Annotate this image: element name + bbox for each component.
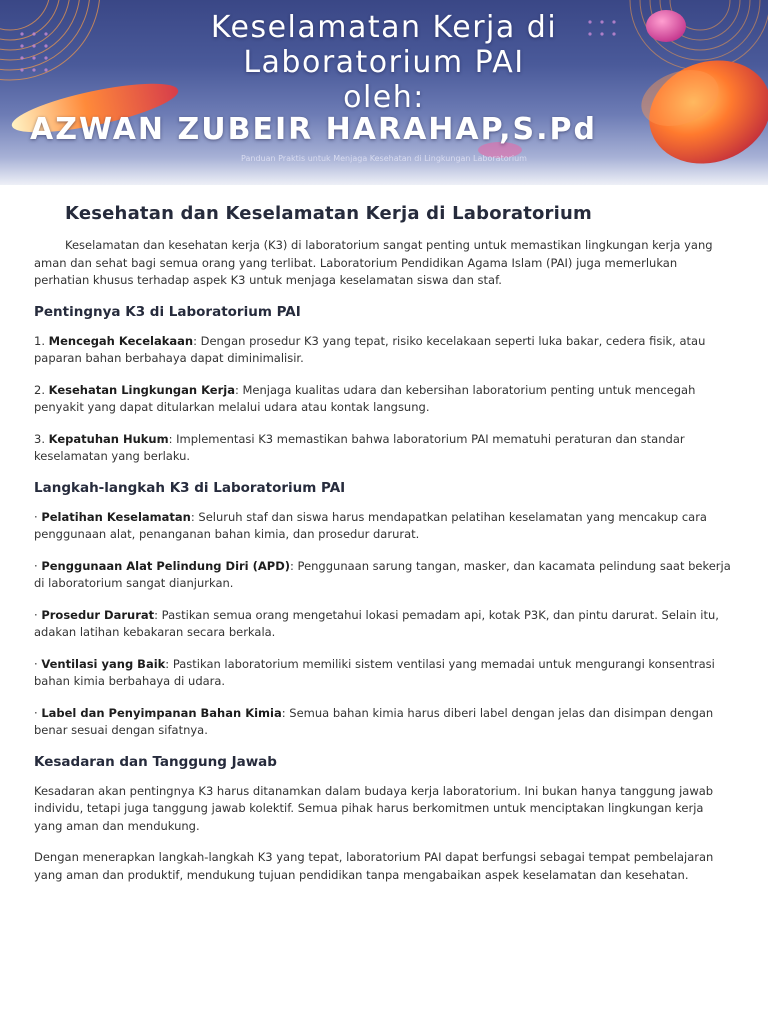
list-item: · Label dan Penyimpanan Bahan Kimia: Semua bahan kimia harus diberi label dengan jelas dan disimpan dengan benar sesuai dengan sifatnya. xyxy=(34,705,714,737)
title-line: Laboratorium PAI xyxy=(243,45,525,80)
banner-subtitle: Panduan Praktis untuk Menjaga Kesehatan di Lingkungan Laboratorium xyxy=(241,154,527,163)
section-heading: Pentingnya K3 di Laboratorium PAI xyxy=(34,303,301,320)
author-name: AZWAN ZUBEIR HARAHAP,S.Pd xyxy=(30,112,597,147)
document-body xyxy=(34,203,734,898)
list-item: · Pelatihan Keselamatan: Seluruh staf dan siswa harus mendapatkan pelatihan keselamatan yang mencakup cara penggunaan alat, penanganan bahan kimia, dan prosedur darurat. xyxy=(34,509,707,541)
intro-paragraph: Keselamatan dan kesehatan kerja (K3) di laboratorium sangat penting untuk memastikan lingkungan kerja yang aman dan sehat bagi semua orang yang terlibat. Laboratorium Pendidikan Agama Islam (PAI) juga memerlukan perhatian khusus terhadap aspek K3 untuk menjaga keselamatan siswa dan staf. xyxy=(34,238,713,287)
body-paragraph: Dengan menerapkan langkah-langkah K3 yang tepat, laboratorium PAI dapat berfungsi sebagai tempat pembelajaran yang aman dan produktif, mendukung tujuan pendidikan tanpa mengabaikan aspek keselamatan dan kesehatan. xyxy=(34,850,714,882)
list-item: 3. Kepatuhan Hukum: Implementasi K3 memastikan bahwa laboratorium PAI mematuhi peraturan dan standar keselamatan yang berlaku. xyxy=(34,431,685,463)
banner-title xyxy=(0,10,768,115)
list-item: · Ventilasi yang Baik: Pastikan laboratorium memiliki sistem ventilasi yang memadai untuk mengurangi konsentrasi bahan kimia berbahaya di udara. xyxy=(34,656,715,688)
list-item: · Penggunaan Alat Pelindung Diri (APD): Penggunaan sarung tangan, masker, dan kacamata pelindung saat bekerja di laboratorium sangat dianjurkan. xyxy=(34,558,731,590)
title-line: oleh: xyxy=(343,80,425,115)
document-heading: Kesehatan dan Keselamatan Kerja di Laboratorium xyxy=(65,203,592,224)
title-line: Keselamatan Kerja di xyxy=(210,10,558,45)
section-heading: Langkah-langkah K3 di Laboratorium PAI xyxy=(34,479,346,496)
body-paragraph: Kesadaran akan pentingnya K3 harus ditanamkan dalam budaya kerja laboratorium. Ini bukan hanya tanggung jawab individu, tetapi juga tanggung jawab kolektif. Semua pihak harus berkomitmen untuk menciptakan lingkungan kerja yang aman dan mendukung. xyxy=(34,783,714,833)
list-item: 1. Mencegah Kecelakaan: Dengan prosedur K3 yang tepat, risiko kecelakaan seperti luka bakar, cedera fisik, atau paparan bahan berbahaya dapat diminimalisir. xyxy=(34,333,706,365)
list-item: 2. Kesehatan Lingkungan Kerja: Menjaga kualitas udara dan kebersihan laboratorium penting untuk mencegah penyakit yang dapat ditularkan melalui udara atau kontak langsung. xyxy=(34,382,696,414)
title-banner xyxy=(0,0,768,185)
list-item: · Prosedur Darurat: Pastikan semua orang mengetahui lokasi pemadam api, kotak P3K, dan pintu darurat. Selain itu, adakan latihan kebakaran secara berkala. xyxy=(34,607,719,639)
section-heading: Kesadaran dan Tanggung Jawab xyxy=(34,753,277,770)
